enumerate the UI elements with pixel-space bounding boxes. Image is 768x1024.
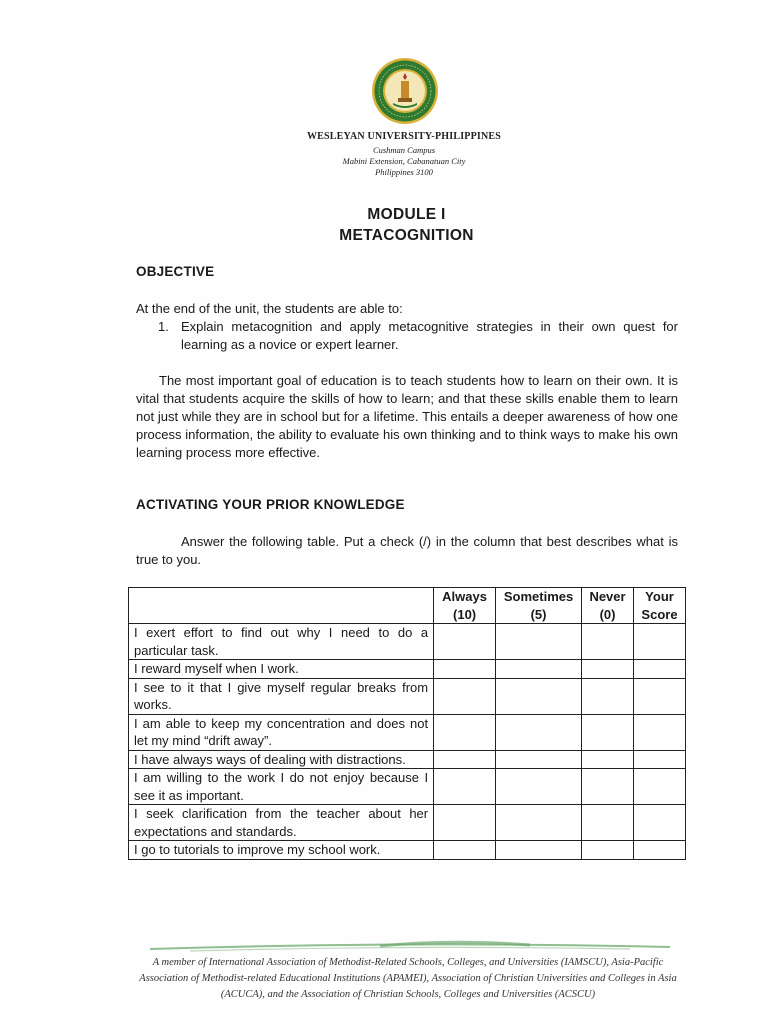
sometimes-check-cell[interactable] (496, 624, 582, 660)
always-check-cell[interactable] (434, 841, 496, 860)
never-check-cell[interactable] (582, 841, 634, 860)
objective-item-text: Explain metacognition and apply metacognitive strategies in their own quest for learning as a novice or expert learner. (181, 319, 678, 352)
objective-intro: At the end of the unit, the students are able to: (136, 301, 403, 316)
always-check-cell[interactable] (434, 678, 496, 714)
sometimes-check-cell[interactable] (496, 750, 582, 769)
sometimes-check-cell[interactable] (496, 769, 582, 805)
statement-cell: I am willing to the work I do not enjoy because I see it as important. (129, 769, 434, 805)
header-always-label: Always (442, 589, 487, 604)
score-cell[interactable] (634, 750, 686, 769)
table-row (129, 624, 686, 660)
header-sometimes-label: Sometimes (503, 589, 574, 604)
statement-cell: I exert effort to find out why I need to do a particular task. (129, 624, 434, 660)
objective-item-number: 1. (158, 319, 169, 334)
sometimes-check-cell[interactable] (496, 678, 582, 714)
score-cell[interactable] (634, 678, 686, 714)
table-row (129, 841, 686, 860)
sometimes-check-cell[interactable] (496, 714, 582, 750)
statement-cell: I reward myself when I work. (129, 660, 434, 679)
footer-divider (150, 937, 670, 957)
statement-cell: I go to tutorials to improve my school work. (129, 841, 434, 860)
header-always (434, 588, 496, 624)
score-cell[interactable] (634, 660, 686, 679)
score-cell[interactable] (634, 714, 686, 750)
always-check-cell[interactable] (434, 805, 496, 841)
table-row (129, 660, 686, 679)
address-line: Mabini Extension, Cabanatuan City (342, 156, 466, 166)
always-check-cell[interactable] (434, 714, 496, 750)
never-check-cell[interactable] (582, 660, 634, 679)
sometimes-check-cell[interactable] (496, 841, 582, 860)
statement-cell: I seek clarification from the teacher about her expectations and standards. (129, 805, 434, 841)
header-your-score (634, 588, 686, 624)
university-seal-logo (371, 57, 439, 125)
header-statement (129, 588, 434, 624)
statement-cell: I have always ways of dealing with distractions. (129, 750, 434, 769)
header-always-points: (10) (453, 606, 477, 622)
header-never (582, 588, 634, 624)
score-cell[interactable] (634, 769, 686, 805)
always-check-cell[interactable] (434, 660, 496, 679)
campus-line: Cushman Campus (372, 145, 436, 155)
table-row (129, 714, 686, 750)
never-check-cell[interactable] (582, 714, 634, 750)
header-never-label: Never (589, 589, 626, 604)
never-check-cell[interactable] (582, 624, 634, 660)
never-check-cell[interactable] (582, 769, 634, 805)
never-check-cell[interactable] (582, 805, 634, 841)
always-check-cell[interactable] (434, 769, 496, 805)
module-title: MODULE I (367, 206, 446, 223)
header-never-points: (0) (599, 606, 616, 622)
statement-cell: I see to it that I give myself regular breaks from works. (129, 678, 434, 714)
module-subtitle: METACOGNITION (339, 227, 474, 244)
footer-memberships: A member of International Association of Methodist-Related Schools, Colleges, and Universities (IAMSCU), Asia-Pacific Association of Methodist-related Educational Institutions (APAMEI), Association of Christian Universities and Colleges in Asia (ACUCA), and the Association of Christian Schools, Colleges and Universities (ACSCU) (139, 957, 677, 1000)
header-sometimes (496, 588, 582, 624)
sometimes-check-cell[interactable] (496, 805, 582, 841)
activity-heading: ACTIVATING YOUR PRIOR KNOWLEDGE (136, 497, 405, 512)
table-row (129, 750, 686, 769)
never-check-cell[interactable] (582, 750, 634, 769)
sometimes-check-cell[interactable] (496, 660, 582, 679)
score-cell[interactable] (634, 624, 686, 660)
country-line: Philippines 3100 (375, 167, 433, 177)
header-score-label-2: Score (641, 606, 678, 622)
table-header-row (129, 588, 686, 624)
statement-cell: I am able to keep my concentration and does not let my mind “drift away”. (129, 714, 434, 750)
activity-instruction: Answer the following table. Put a check (/) in the column that best describes what is true to you. (136, 534, 678, 567)
objective-paragraph: The most important goal of education is to teach students how to learn on their own. It is vital that students acquire the skills of how to learn; and that these skills enable them to learn not just while they are in school but for a lifetime. This entails a deeper awareness of how one process information, the ability to evaluate his own thinking and to think ways to make his own learning process more effective. (136, 373, 678, 460)
score-cell[interactable] (634, 805, 686, 841)
header-sometimes-points: (5) (530, 606, 547, 622)
always-check-cell[interactable] (434, 624, 496, 660)
institution-name: WESLEYAN UNIVERSITY-PHILIPPINES (306, 131, 502, 142)
self-assessment-table (128, 587, 686, 860)
table-row (129, 805, 686, 841)
score-cell[interactable] (634, 841, 686, 860)
table-row (129, 769, 686, 805)
header-score-label-1: Your (645, 589, 674, 604)
table-row (129, 678, 686, 714)
always-check-cell[interactable] (434, 750, 496, 769)
objective-heading: OBJECTIVE (136, 264, 215, 279)
never-check-cell[interactable] (582, 678, 634, 714)
